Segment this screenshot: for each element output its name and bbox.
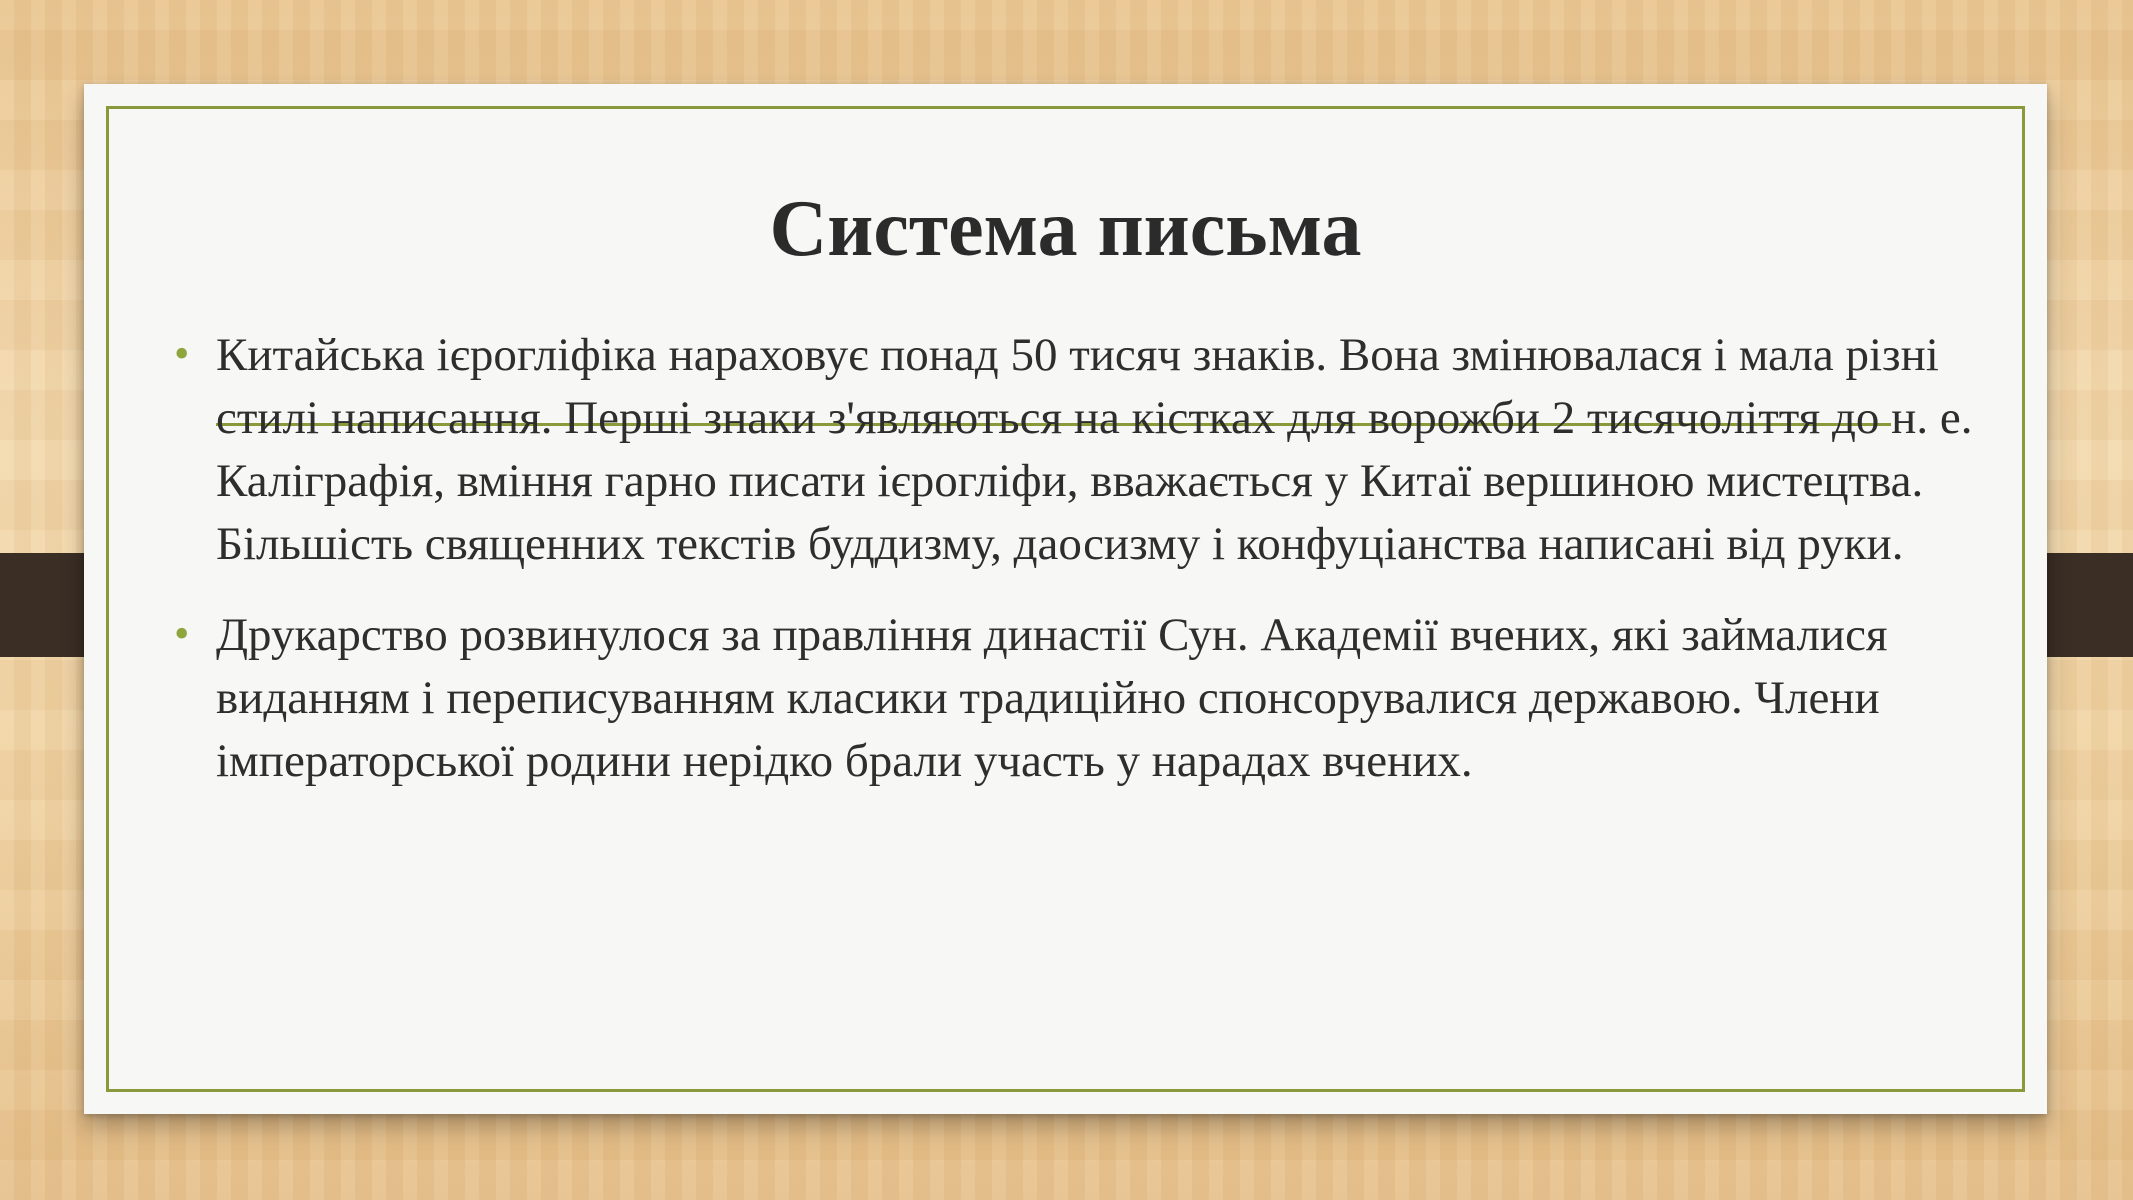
bullet-item	[174, 324, 1996, 576]
bullet-text: Друкарство розвинулося за правління династії Сун. Академії вчених, які займалися виданням і переписуванням класики традиційно спонсорувалися державою. Члени імператорської родини нерідко брали участь у нарадах вчених.	[216, 609, 1888, 787]
slide-title: Система письма	[769, 185, 1362, 273]
bullet-list	[174, 324, 1996, 821]
bullet-dot-icon: •	[174, 609, 190, 658]
bullet-text: Китайська ієрогліфіка нараховує понад 50 тисяч знаків. Вона змінювалася і мала різні стилі написання. Перші знаки з'являються на кістках для ворожби 2 тисячоліття до н. е. Каліграфія, вміння гарно писати ієрогліфи, вважається у Китаї вершиною мистецтва. Більшість священних текстів буддизму, даосизму і конфуціанства написані від руки.	[216, 329, 1973, 570]
slide	[84, 84, 2047, 1114]
bullet-dot-icon: •	[174, 329, 190, 378]
bullet-item	[174, 604, 1996, 793]
